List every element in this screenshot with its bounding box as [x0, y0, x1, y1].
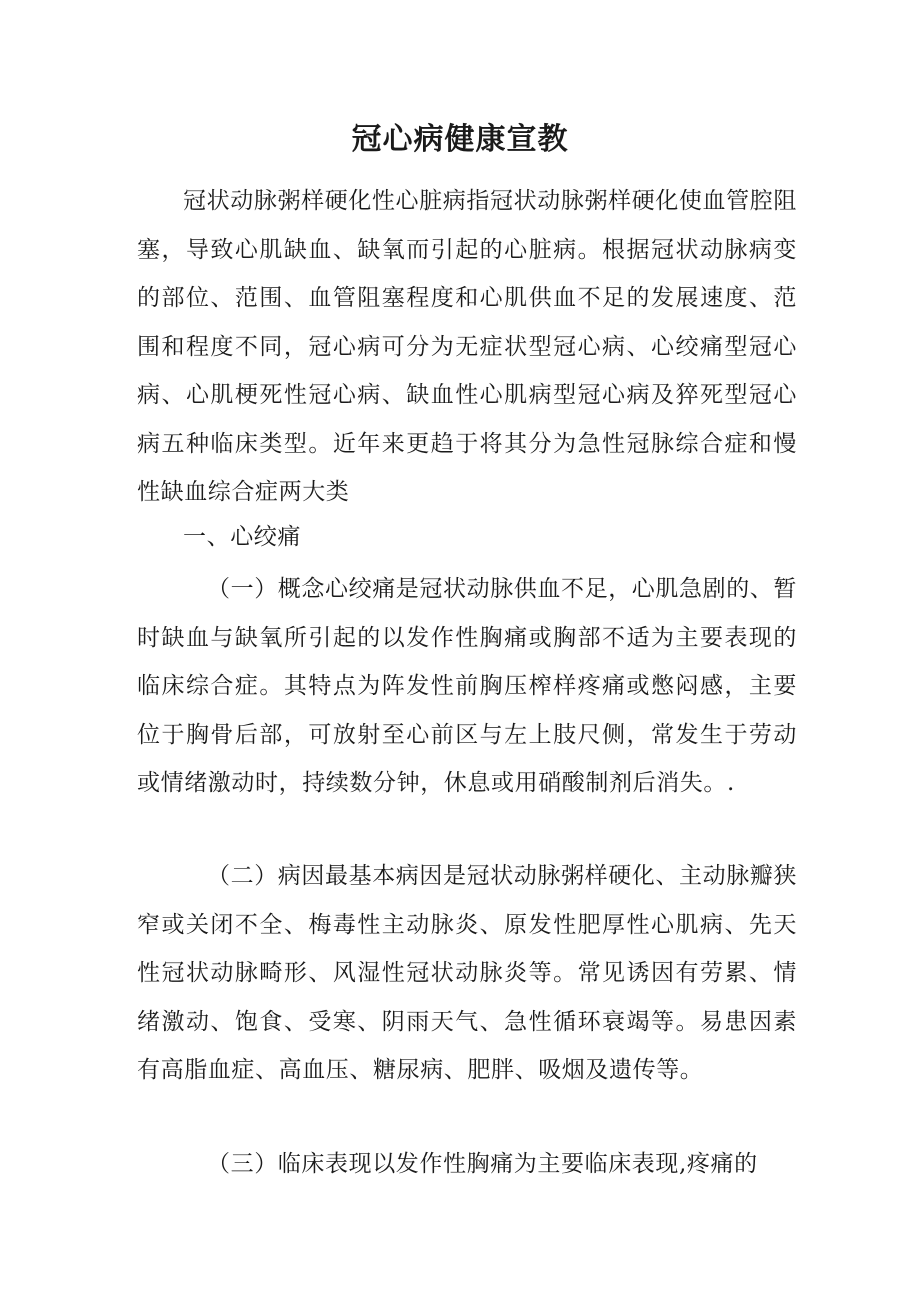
- subsection-causes: （二）病因最基本病因是冠状动脉粥样硬化、主动脉瓣狭窄或关闭不全、梅毒性主动脉炎、原发性肥厚性心肌病、先天性冠状动脉畸形、风湿性冠状动脉炎等。常见诱因有劳累、情绪激动、饱食、受寒、阴雨天气、急性循环衰竭等。易患因素有高脂血症、高血压、糖尿病、肥胖、吸烟及遗传等。: [137, 863, 797, 1083]
- subsection-clinical: （三）临床表现以发作性胸痛为主要临床表现,疼痛的: [207, 1151, 758, 1177]
- subsection-concept: （一）概念心绞痛是冠状动脉供血不足，心肌急剧的、暂时缺血与缺氧所引起的以发作性胸痛或胸部不适为主要表现的临床综合症。其特点为阵发性前胸压榨样疼痛或憋闷感，主要位于胸骨后部，可放射至心前区与左上肢尺侧，常发生于劳动或情绪激动时，持续数分钟，休息或用硝酸制剂后消失。.: [137, 576, 797, 796]
- document-title: 冠心病健康宣教: [351, 122, 569, 157]
- section-heading: 一、心绞痛: [183, 524, 301, 550]
- intro-paragraph: 冠状动脉粥样硬化性心脏病指冠状动脉粥样硬化使血管腔阻塞，导致心肌缺血、缺氧而引起的心脏病。根据冠状动脉病变的部位、范围、血管阻塞程度和心肌供血不足的发展速度、范围和程度不同，冠心病可分为无症状型冠心病、心绞痛型冠心病、心肌梗死性冠心病、缺血性心肌病型冠心病及猝死型冠心病五种临床类型。近年来更趋于将其分为急性冠脉综合症和慢性缺血综合症两大类: [137, 188, 797, 505]
